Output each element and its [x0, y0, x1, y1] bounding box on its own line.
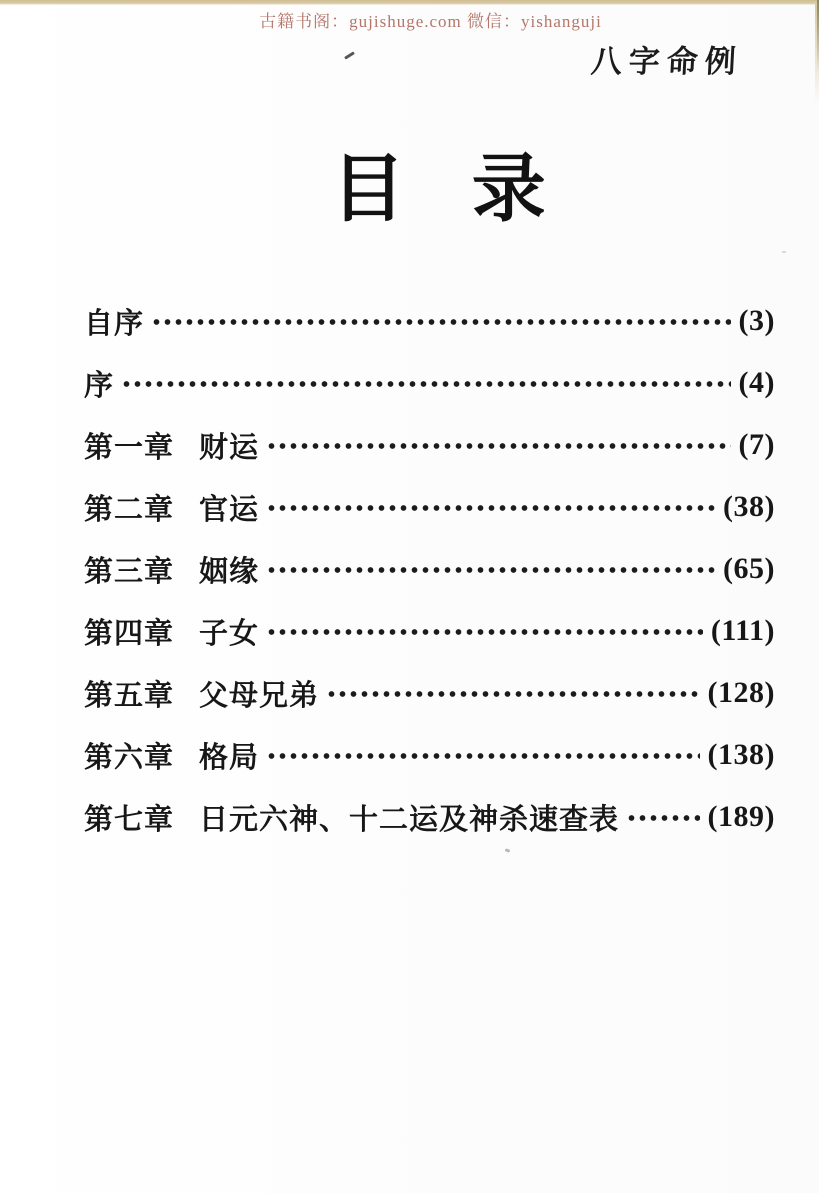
toc-entry-label: 自序 — [84, 307, 145, 340]
scan-artifact — [505, 848, 511, 853]
toc-page-number: (4) — [738, 366, 775, 399]
scan-artifact — [344, 51, 355, 59]
toc-entry-label: 第四章 子女 — [84, 617, 260, 650]
scanner-edge-band-top — [0, 0, 819, 5]
dot-leader — [266, 431, 730, 461]
toc-entry-label: 第三章 姻缘 — [84, 555, 260, 588]
toc-row — [84, 352, 775, 414]
toc-row — [84, 786, 775, 848]
dot-leader — [266, 741, 699, 771]
table-of-contents — [84, 290, 775, 848]
toc-row — [84, 662, 775, 724]
dot-leader — [626, 803, 699, 833]
page-title: 目 录 — [331, 149, 546, 231]
toc-row — [84, 414, 775, 476]
toc-page-number: (7) — [738, 428, 775, 461]
toc-entry-label: 序 — [84, 369, 115, 402]
toc-entry-label: 第二章 官运 — [84, 493, 260, 526]
scan-artifact — [782, 251, 786, 253]
dot-leader — [326, 679, 699, 709]
dot-leader — [266, 555, 715, 585]
dot-leader — [121, 369, 731, 399]
toc-entry-label: 第一章 财运 — [84, 431, 260, 464]
toc-page-number: (65) — [723, 552, 775, 585]
toc-entry-label: 第七章 日元六神、十二运及神杀速查表 — [84, 803, 620, 836]
toc-page-number: (128) — [707, 676, 775, 709]
toc-page-number: (38) — [723, 490, 775, 523]
book-title-running-head: 八字命例 — [589, 44, 744, 79]
toc-row — [84, 600, 775, 662]
dot-leader — [266, 617, 703, 647]
toc-page-number: (111) — [710, 614, 775, 647]
toc-page-number: (3) — [738, 304, 775, 337]
toc-entry-label: 第六章 格局 — [84, 741, 260, 774]
dot-leader — [266, 493, 715, 523]
toc-page-number: (189) — [707, 800, 775, 833]
toc-row — [84, 476, 775, 538]
toc-row — [84, 538, 775, 600]
toc-entry-label: 第五章 父母兄弟 — [84, 679, 320, 712]
toc-row — [84, 290, 775, 352]
toc-page-number: (138) — [707, 738, 775, 771]
watermark-text: 古籍书阁：gujishuge.com 微信：yishanguji — [259, 12, 602, 31]
toc-row — [84, 724, 775, 786]
dot-leader — [151, 307, 731, 337]
